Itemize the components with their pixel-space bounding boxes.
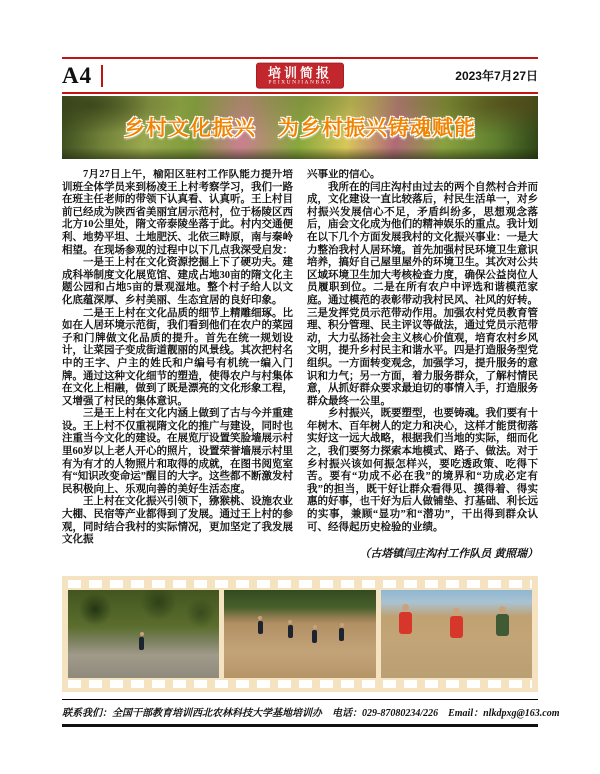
masthead (257, 63, 343, 88)
figure (288, 620, 293, 638)
figure-head (313, 625, 317, 629)
figure-body (450, 616, 463, 638)
figure-body (258, 621, 263, 634)
banner-photo (62, 96, 538, 159)
article-signature: （古塔镇闫庄沟村工作队员 黄照瑞） (359, 548, 538, 561)
figure-villager (496, 606, 509, 636)
figure-head (340, 623, 344, 627)
footer-contact: 联系我们：全国干部教育培训西北农林科技大学基地培训办 电话：029-87080234/226 Email：nlkdpxg@163.com (62, 708, 560, 719)
masthead-title: 培训简报 (267, 65, 333, 81)
figure-red-vest (450, 608, 463, 638)
paragraph: 一是王上村在文化资源挖掘上下了硬功夫。建成科举制度文化展览馆、建成占地30亩的隋文化主题公园和占地5亩的景观湿地。整个村子给人以文化底蕴深厚、乡村美丽、生态宜居的良好印象。 (62, 257, 293, 306)
photo-field-survey (224, 590, 375, 678)
page-number: A4 (62, 63, 93, 88)
article-body (62, 169, 538, 572)
paragraph: 我所在的闫庄沟村由过去的两个自然村合并而成，文化建设一直比较落后，村民生活单一，对乡村振兴发展信心不足，矛盾纠纷多，思想观念落后，庙会文化成为他们的精神娱乐的重点。我计划在以下几个方面发展我村的文化振兴事业：一是大力整治我村人居环境。首先加强村民环境卫生意识培养，搞好自己屋里屋外的环境卫生。其次对公共区域环境卫生加大考核检查力度，确保公益岗位人员履职到位。二是在所有农户中评选和谐模范家庭。通过模范的表彰带动我村民风、社风的好转。三是发挥党员示范带动作用。加强农村党员教育管理、积分管理、民主评议等做法，通过党员示范带动，大力弘扬社会主义核心价值观，培育农村乡风文明，提升乡村民主和谐水平。四是打造服务型党组织。一方面转变观念，加强学习，提升服务的意识和力气；另一方面，着力服务群众，了解村情民意，从抓好群众要求最迫切的事情入手，打造服务群众最终一公里。 (307, 181, 538, 407)
photo-red-vest-visit (381, 590, 532, 678)
page-footer (62, 699, 560, 727)
paragraph-continuation: 兴事业的信心。 (307, 169, 381, 180)
issue-date: 2023年7月27日 (455, 69, 538, 83)
figure (139, 632, 144, 650)
figure-red-vest (399, 604, 412, 634)
figure-body (496, 614, 509, 636)
figure-body (339, 628, 344, 641)
figure-body (139, 637, 144, 650)
figure-head (140, 632, 144, 636)
film-perforation-bottom (68, 680, 532, 688)
paragraph: 王上村在文化振兴引领下，猕猴桃、设施农业大棚、民宿等产业都得到了发展。通过王上村的参观，同时结合我村的实际情况，更加坚定了我发展文化振 (62, 496, 293, 546)
figure-head (258, 616, 262, 620)
photo-walkway (68, 590, 219, 678)
masthead-pinyin: PEIXUNJIANBAO (268, 79, 332, 86)
figure-body (288, 625, 293, 638)
page-header (62, 57, 538, 94)
figure-head (453, 608, 460, 615)
article-left-column (62, 169, 293, 572)
figure-head (402, 604, 409, 611)
figure-head (288, 620, 292, 624)
paragraph: 乡村振兴，既要塑型，也要铸魂。我们要有十年树木、百年树人的定力和决心，这样才能贯彻落实好这一远大战略，根据我们当地的实际，细而化之，我们要努力探索本地模式、路子、做法。对于乡村振兴该如何振怎样兴，要吃透政策、吃得下苦。要有“功成不必在我”的境界和“功成必定有我”的担当，既干好让群众看得见、摸得着、得实惠的好事，也干好为后人做铺垫、打基础、利长远的实事，兼顾“显功”和“潜功”，干出得到群众认可、经得起历史检验的业绩。 (307, 408, 538, 533)
header-divider (101, 65, 103, 87)
figure (258, 616, 263, 634)
banner-headline: 乡村文化振兴 为乡村振兴铸魂赋能 (124, 117, 476, 140)
figure-head (499, 606, 506, 613)
film-strip (62, 576, 538, 692)
paragraph: 二是王上村在文化品质的细节上精雕细琢。比如在人居环境示范街，我们看到他们在农户的菜园子和门牌做文化品质的提升。首先在统一规划设计，让菜园子变成街道靓丽的风景线。其次把村名中的王字、户主的姓氏和户编号有机统一编入门牌。通过这种文化细节的塑造，使得农户与村集体在文化上相融，做到了既是漂亮的文化形象工程，又增强了村民的集体意识。 (62, 307, 293, 407)
figure (312, 625, 317, 643)
paragraph: 7月27日上午，榆阳区驻村工作队能力提升培训班全体学员来到杨凌王上村考察学习，我们一路在班主任老师的带领下认真看、认真听。王上村目前已经成为陕西省美丽宜居示范村，位于杨陵区西北方10公里处，隋文帝泰陵坐落于此。村内交通便利、地势平坦、土地肥沃、北依三畤原，南与秦岭相望。在现场参观的过程中以下几点我深受启发： (62, 169, 293, 256)
figure (339, 623, 344, 641)
page-content (62, 0, 560, 727)
figure-body (399, 612, 412, 634)
paragraph: 三是王上村在文化内涵上做到了古与今并重建设。王上村不仅重视隋文化的推广与建设，同时也注重当今文化的建设。在展览厅设置笑脸墙展示村里60岁以上老人开心的照片，设置荣誉墙展示村里有为有才的人物照片和取得的成就，在图书阅览室有“知识改变命运”醒目的大字。这些都不断激发村民积极向上、乐观向善的美好生活态度。 (62, 408, 293, 495)
figure-body (312, 630, 317, 643)
photo-row (68, 590, 532, 678)
film-perforation-top (68, 580, 532, 588)
article-right-column (307, 169, 538, 572)
